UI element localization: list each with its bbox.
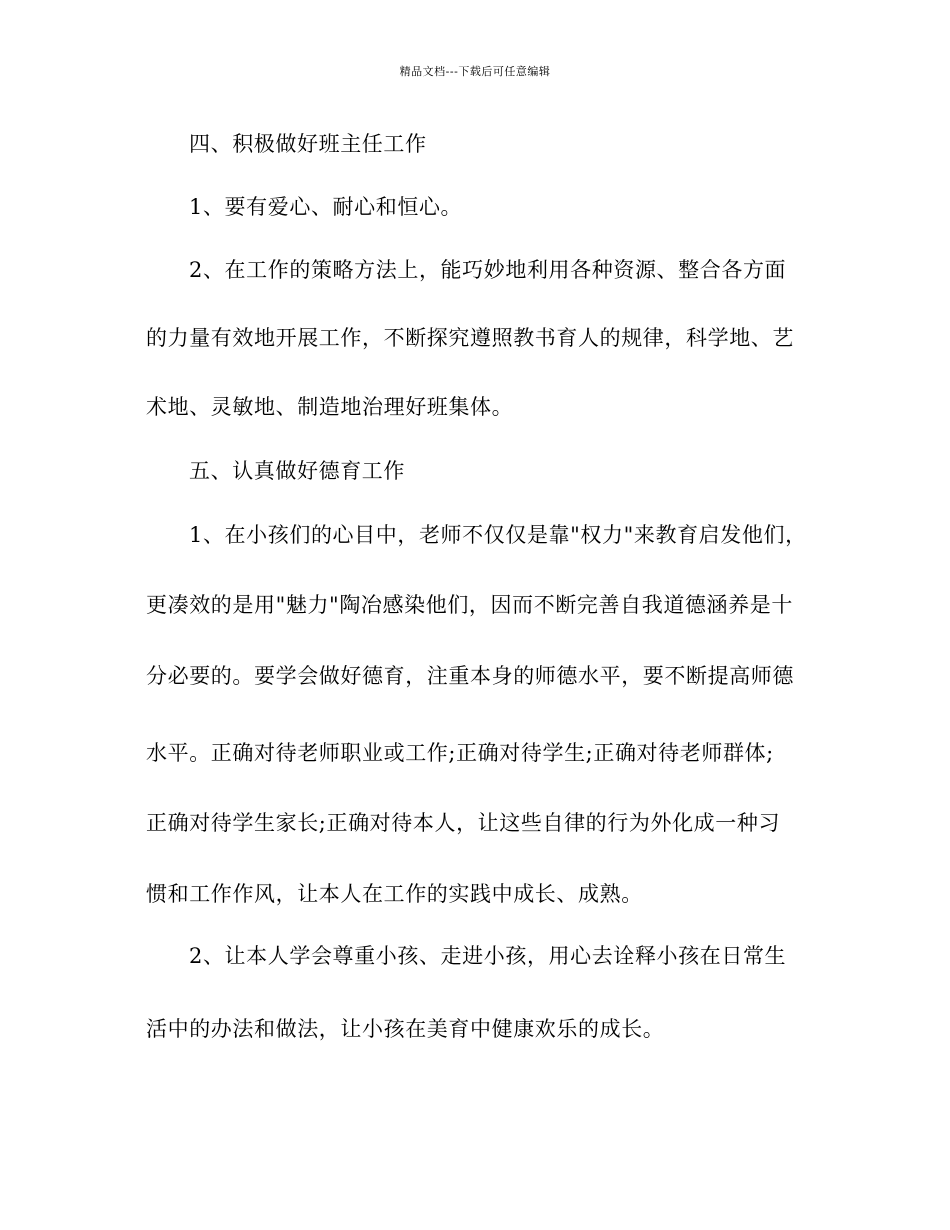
- paragraph-line: 正确对待学生家长;正确对待本人，让这些自律的行为外化成一种习: [146, 811, 781, 835]
- paragraph-line: 惯和工作作风，让本人在工作的实践中成长、成熟。: [146, 882, 643, 906]
- page-header: 精品文档---下载后可任意编辑: [399, 65, 551, 78]
- paragraph-line: 2、让本人学会尊重小孩、走进小孩，用心去诠释小孩在日常生: [189, 944, 787, 968]
- paragraph-line: 术地、灵敏地、制造地治理好班集体。: [146, 395, 514, 419]
- paragraph-line: 水平。正确对待老师职业或工作;正确对待学生;正确对待老师群体;: [146, 741, 774, 765]
- paragraph-line: 1、要有爱心、耐心和恒心。: [189, 195, 463, 219]
- paragraph-line: 活中的办法和做法，让小孩在美育中健康欢乐的成长。: [146, 1017, 665, 1041]
- section-heading-4: 四、积极做好班主任工作: [189, 132, 427, 156]
- paragraph-line: 1、在小孩们的心目中，老师不仅仅是靠"权力"来教育启发他们，: [189, 523, 807, 547]
- section-heading-5: 五、认真做好德育工作: [189, 459, 405, 483]
- paragraph-line: 分必要的。要学会做好德育，注重本身的师德水平，要不断提高师德: [146, 664, 794, 688]
- paragraph-line: 2、在工作的策略方法上，能巧妙地利用各种资源、整合各方面: [189, 258, 787, 282]
- paragraph-line: 更凑效的是用"魅力"陶冶感染他们，因而不断完善自我道德涵养是十: [146, 593, 793, 617]
- paragraph-line: 的力量有效地开展工作，不断探究遵照教书育人的规律，科学地、艺: [146, 326, 794, 350]
